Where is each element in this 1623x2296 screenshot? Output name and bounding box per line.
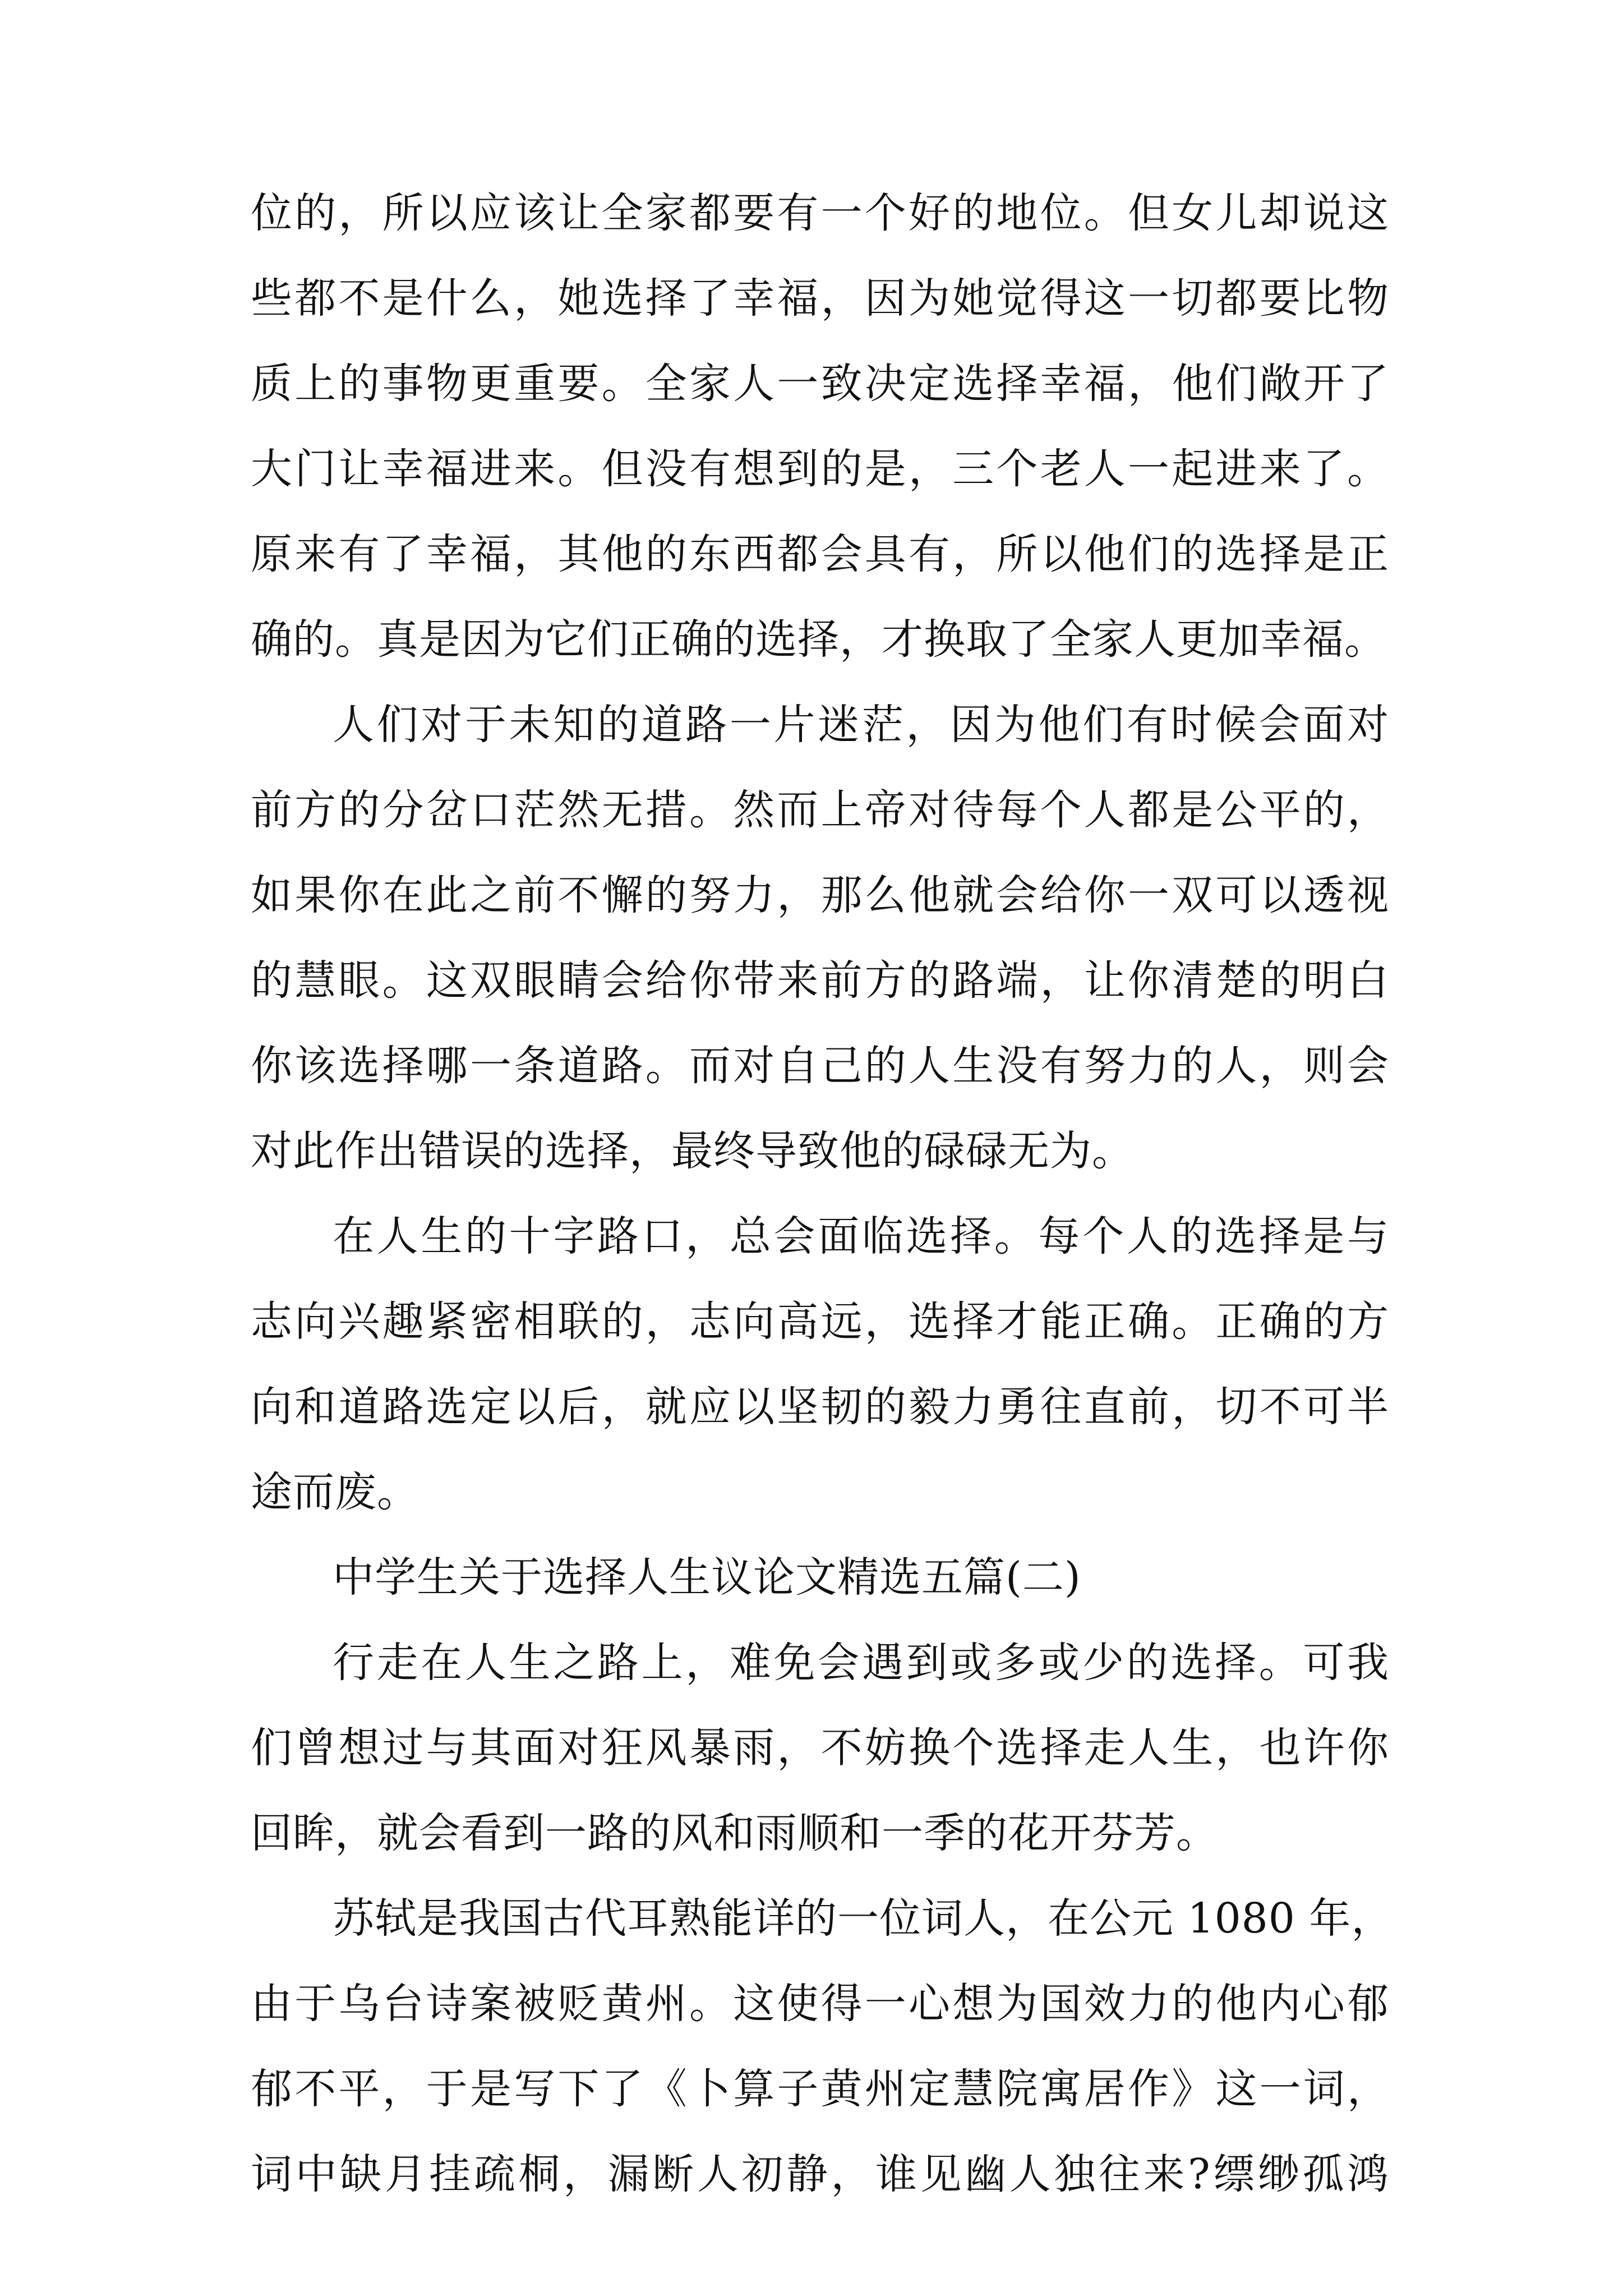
section-heading: 中学生关于选择人生议论文精选五篇(二) bbox=[333, 1553, 1081, 1602]
text-line: 前方的分岔口茫然无措。然而上帝对待每个人都是公平的， bbox=[251, 786, 1389, 834]
text-line: 确的。真是因为它们正确的选择，才换取了全家人更加幸福。 bbox=[251, 615, 1386, 664]
text-line: 质上的事物更重要。全家人一致决定选择幸福，他们敞开了 bbox=[251, 360, 1389, 408]
paragraph-first-line: 人们对于未知的道路一片迷茫，因为他们有时候会面对 bbox=[333, 701, 1389, 749]
paragraph-first-line: 行走在人生之路上，难免会遇到或多或少的选择。可我 bbox=[333, 1639, 1389, 1687]
text-line: 志向兴趣紧密相联的，志向高远，选择才能正确。正确的方 bbox=[251, 1297, 1389, 1346]
text-line: 大门让幸福进来。但没有想到的是，三个老人一起进来了。 bbox=[251, 445, 1389, 493]
text-line: 由于乌台诗案被贬黄州。这使得一心想为国效力的他内心郁 bbox=[251, 1980, 1389, 2028]
text-line: 位的，所以应该让全家都要有一个好的地位。但女儿却说这 bbox=[251, 189, 1389, 237]
text-line: 对此作出错误的选择，最终导致他的碌碌无为。 bbox=[251, 1127, 1134, 1175]
text-line: 郁不平，于是写下了《卜算子黄州定慧院寓居作》这一词， bbox=[251, 2065, 1389, 2113]
text-line: 如果你在此之前不懈的努力，那么他就会给你一双可以透视 bbox=[251, 871, 1389, 919]
text-line: 途而废。 bbox=[251, 1468, 419, 1516]
paragraph-first-line: 苏轼是我国古代耳熟能详的一位词人，在公元 1080 年， bbox=[333, 1894, 1394, 1943]
text-line: 回眸，就会看到一路的风和雨顺和一季的花开芬芳。 bbox=[251, 1809, 1218, 1857]
text-line: 们曾想过与其面对狂风暴雨，不妨换个选择走人生，也许你 bbox=[251, 1724, 1389, 1772]
text-line: 些都不是什么，她选择了幸福，因为她觉得这一切都要比物 bbox=[251, 274, 1389, 323]
text-line: 词中缺月挂疏桐，漏断人初静，谁见幽人独往来?缥缈孤鸿 bbox=[251, 2150, 1389, 2198]
text-line: 原来有了幸福，其他的东西都会具有，所以他们的选择是正 bbox=[251, 530, 1389, 578]
paragraph-first-line: 在人生的十字路口，总会面临选择。每个人的选择是与 bbox=[333, 1212, 1389, 1260]
text-line: 向和道路选定以后，就应以坚韧的毅力勇往直前，切不可半 bbox=[251, 1383, 1389, 1431]
text-line: 你该选择哪一条道路。而对自己的人生没有努力的人，则会 bbox=[251, 1042, 1389, 1090]
text-line: 的慧眼。这双眼睛会给你带来前方的路端，让你清楚的明白 bbox=[251, 956, 1389, 1005]
